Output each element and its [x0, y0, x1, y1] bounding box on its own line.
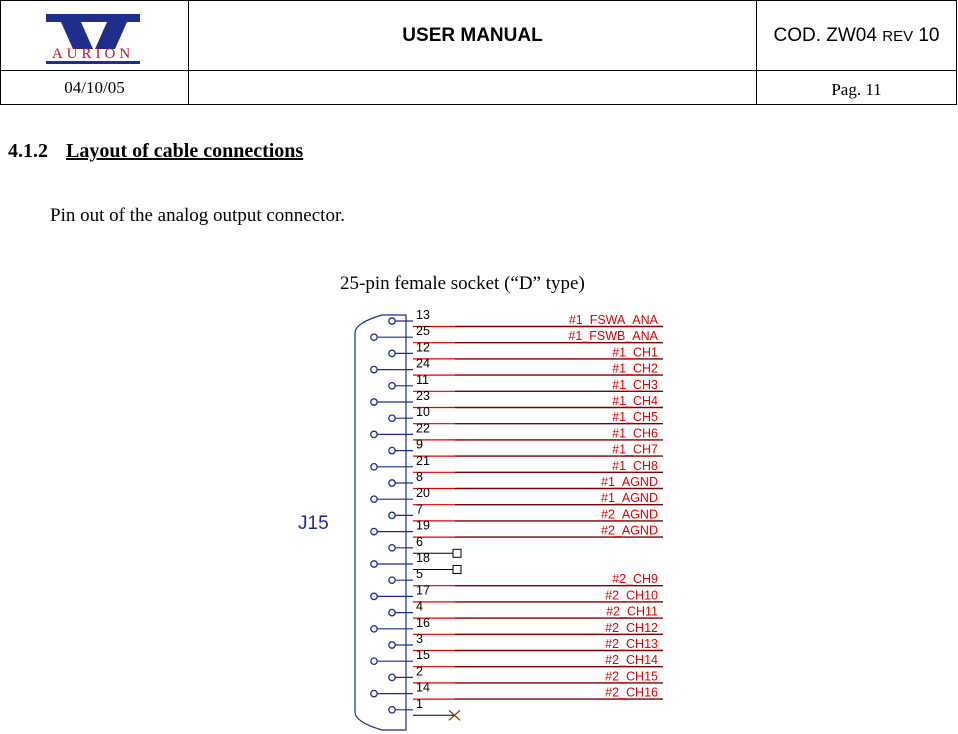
connector-label: J15 — [298, 513, 329, 534]
pin-socket-15 — [371, 658, 377, 664]
pin-number-17: 17 — [416, 583, 430, 598]
signal-label-10: #1_CH5 — [612, 410, 658, 425]
logo-text: AURION — [51, 46, 135, 62]
signal-label-21: #1_CH8 — [612, 458, 658, 473]
pin-number-1: 1 — [416, 696, 423, 711]
pin-socket-5 — [389, 577, 395, 583]
pin-socket-23 — [371, 399, 377, 405]
pin-number-7: 7 — [416, 502, 423, 517]
pin-socket-1 — [389, 707, 395, 713]
pin-number-16: 16 — [416, 615, 430, 630]
signal-label-24: #1_CH2 — [612, 361, 658, 376]
document-title: USER MANUAL — [189, 1, 757, 71]
pin-socket-21 — [371, 464, 377, 470]
signal-label-12: #1_CH1 — [612, 345, 658, 360]
pin-number-14: 14 — [416, 680, 430, 695]
pin-number-8: 8 — [416, 470, 423, 484]
pin-number-4: 4 — [416, 599, 423, 614]
pin-number-11: 11 — [416, 372, 429, 387]
pin-socket-24 — [371, 366, 377, 372]
signal-label-4: #2_CH11 — [606, 604, 658, 619]
pin-socket-13 — [389, 318, 395, 324]
signal-label-15: #2_CH14 — [605, 653, 658, 668]
connector-shell — [355, 315, 406, 730]
signal-label-9: #1_CH7 — [612, 442, 658, 457]
pin-socket-12 — [389, 350, 395, 356]
pin-socket-18 — [371, 561, 377, 567]
pin-number-5: 5 — [416, 567, 423, 582]
pin-number-20: 20 — [416, 486, 430, 501]
pin-number-24: 24 — [416, 356, 430, 371]
pin-socket-10 — [389, 415, 395, 421]
signal-label-7: #2_AGND — [601, 507, 658, 522]
signal-label-11: #1_CH3 — [612, 377, 658, 392]
pin-socket-20 — [371, 496, 377, 502]
signal-label-25: #1_FSWB_ANA — [568, 329, 658, 344]
signal-label-14: #2_CH16 — [605, 685, 658, 700]
pin-number-3: 3 — [416, 632, 423, 646]
document-date: 04/10/05 — [1, 71, 189, 105]
pin-socket-6 — [389, 545, 395, 551]
unconnected-pad-6 — [453, 549, 461, 557]
intro-paragraph: Pin out of the analog output connector. — [50, 205, 345, 226]
pin-number-21: 21 — [416, 453, 430, 468]
pin-socket-11 — [389, 383, 395, 389]
code-value: ZW04 — [826, 24, 877, 46]
pin-number-12: 12 — [416, 340, 430, 355]
pin-number-10: 10 — [416, 405, 430, 420]
pin-socket-2 — [389, 674, 395, 680]
rev-value: 10 — [918, 24, 940, 46]
pin-number-2: 2 — [416, 664, 423, 679]
pin-number-13: 13 — [416, 308, 430, 322]
pin-socket-4 — [389, 609, 395, 615]
signal-label-22: #1_CH6 — [612, 426, 658, 441]
pin-number-9: 9 — [416, 437, 423, 452]
pin-socket-25 — [371, 334, 377, 340]
pin-socket-9 — [389, 447, 395, 453]
pin-socket-16 — [371, 626, 377, 632]
pin-number-18: 18 — [416, 551, 430, 565]
pin-number-19: 19 — [416, 518, 430, 533]
connector-caption: 25-pin female socket (“D” type) — [340, 273, 585, 294]
signal-label-2: #2_CH15 — [605, 669, 658, 684]
pin-number-23: 23 — [416, 389, 430, 403]
pin-number-15: 15 — [416, 648, 430, 663]
signal-label-23: #1_CH4 — [612, 394, 658, 408]
pin-number-25: 25 — [416, 324, 430, 339]
pin-socket-14 — [371, 690, 377, 696]
pin-socket-19 — [371, 528, 377, 534]
pin-socket-7 — [389, 512, 395, 518]
signal-label-20: #1_AGND — [601, 491, 658, 506]
pin-rows — [371, 308, 663, 720]
unconnected-pad-18 — [453, 566, 461, 574]
pin-socket-17 — [371, 593, 377, 599]
pin-number-6: 6 — [416, 534, 423, 549]
signal-label-13: #1_FSWA_ANA — [568, 313, 658, 327]
signal-label-3: #2_CH13 — [605, 637, 658, 651]
signal-label-8: #1_AGND — [601, 475, 658, 489]
pin-socket-3 — [389, 642, 395, 648]
section-number: 4.1.2 — [8, 140, 48, 162]
signal-label-17: #2_CH10 — [605, 588, 658, 603]
pin-socket-8 — [389, 480, 395, 486]
rev-label: REV — [882, 27, 914, 45]
code-prefix: COD. — [773, 24, 821, 46]
signal-label-5: #2_CH9 — [612, 572, 658, 587]
page-number: Pag. 11 — [757, 71, 957, 105]
section-title: Layout of cable connections — [66, 140, 304, 162]
pin-socket-22 — [371, 431, 377, 437]
pin-number-22: 22 — [416, 421, 430, 436]
signal-label-16: #2_CH12 — [605, 620, 658, 635]
signal-label-19: #2_AGND — [601, 523, 658, 538]
